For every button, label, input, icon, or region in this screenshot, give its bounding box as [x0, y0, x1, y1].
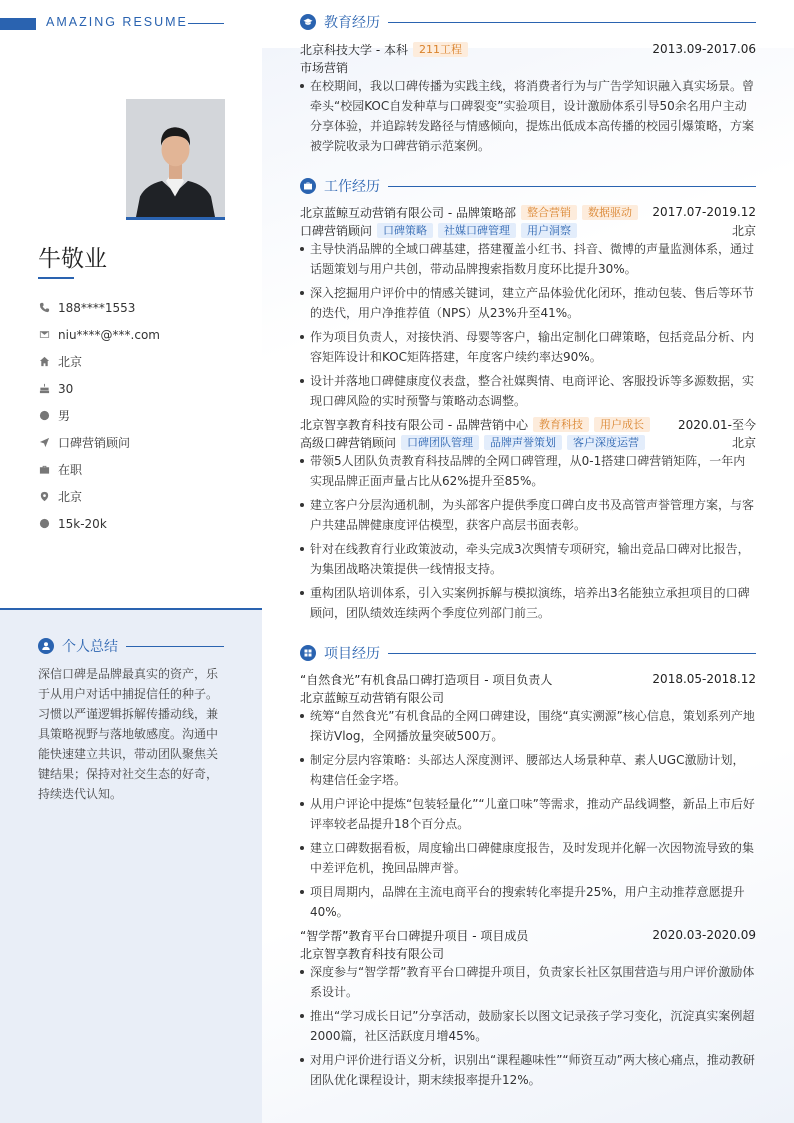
- list-item: 主导快消品牌的全域口碑基建，搭建覆盖小红书、抖音、微博的声量监测体系，通过话题策划与用户共创，带动品牌搜索指数月度环比提升30%。: [300, 239, 756, 279]
- brand-bar: [0, 18, 36, 30]
- job-2-role-tag: 客户深度运营: [567, 435, 645, 450]
- summary-text: 深信口碑是品牌最真实的资产，乐于从用户对话中捕捉信任的种子。习惯以严谨逻辑拆解传播动线，兼具策略视野与落地敏感度。沟通中能快速建立共识，带动团队聚焦关键结果；保持对社交生态的好奇，持续迭代认知。: [38, 667, 219, 801]
- info-item-home: [38, 348, 238, 375]
- job-2-role-tag: 品牌声誉策划: [484, 435, 562, 450]
- grid-icon: [300, 645, 316, 661]
- list-item: 对用户评价进行语义分析，识别出“课程趣味性”“师资互动”两大核心痛点，推动教研团队优化课程设计，期末续报率提升12%。: [300, 1050, 756, 1090]
- job-1-company-tag: 整合营销: [521, 205, 577, 220]
- contact-info-list: [38, 294, 238, 537]
- info-salary-text: 15k-20k: [58, 516, 107, 531]
- project-1-date: 2018.05-2018.12: [652, 672, 756, 686]
- cake-icon: [38, 383, 50, 395]
- list-item: 深度参与“智学帮”教育平台口碑提升项目，负责家长社区氛围营造与用户评价激励体系设计。: [300, 962, 756, 1002]
- summary-title: 个人总结: [62, 639, 118, 655]
- briefcase-icon: [38, 464, 50, 476]
- brand-title: AMAZING RESUME: [46, 15, 188, 29]
- list-item: 重构团队培训体系，引入实案例拆解与模拟演练，培养出3名能独立承担项目的口碑顾问，团队绩效连续两个季度位列部门前三。: [300, 583, 756, 623]
- project-2-company: 北京智享教育科技有限公司: [300, 946, 445, 961]
- mail-icon: [38, 329, 50, 341]
- gender-icon: [38, 410, 50, 422]
- info-age-text: 30: [58, 381, 74, 396]
- info-status-text: 在职: [58, 463, 83, 477]
- education-tag: 211工程: [413, 42, 468, 57]
- salary-icon: [38, 518, 50, 530]
- list-item: 深入挖掘用户评价中的情感关键词，建立产品体验优化闭环，推动包装、售后等环节的迭代，用户净推荐值（NPS）从23%升至41%。: [300, 283, 756, 323]
- education-title: 教育经历: [324, 15, 380, 31]
- info-gender-text: 男: [58, 409, 71, 423]
- project-2-name: “智学帮”教育平台口碑提升项目 - 项目成员: [300, 928, 529, 943]
- project-2-name-row: [300, 926, 756, 944]
- info-item-position: [38, 429, 238, 456]
- job-2-date: 2020.01-至今: [678, 417, 756, 432]
- job-1-bullets: [300, 239, 756, 415]
- info-item-salary: [38, 510, 238, 537]
- project-1-company: 北京蓝鲸互动营销有限公司: [300, 690, 445, 705]
- project-2-date: 2020.03-2020.09: [652, 928, 756, 942]
- project-1-bullets: [300, 706, 756, 926]
- sidebar: [0, 0, 262, 1123]
- education-date: 2013.09-2017.06: [652, 42, 756, 56]
- info-email-text: niu****@***.com: [58, 327, 160, 342]
- project-2-bullets: [300, 962, 756, 1094]
- home-icon: [38, 356, 50, 368]
- job-2-bullets: [300, 451, 756, 627]
- job-2-role-tag: 口碑团队管理: [401, 435, 479, 450]
- briefcase-icon: [300, 178, 316, 194]
- phone-icon: [38, 302, 50, 314]
- info-item-gender: [38, 402, 238, 429]
- work-title: 工作经历: [324, 179, 380, 195]
- info-item-status: [38, 456, 238, 483]
- list-item: 统筹“自然食光”有机食品的全网口碑建设，围绕“真实溯源”核心信息，策划系列产地探访Vlog，全网播放量突破500万。: [300, 706, 756, 746]
- brand-line: [188, 23, 224, 24]
- list-item: 从用户评论中提炼“包装轻量化”“儿童口味”等需求，推动产品线调整，新品上市后好评率较老品提升18个百分点。: [300, 794, 756, 834]
- project-1-company-row: [300, 688, 756, 706]
- list-item: 带领5人团队负责教育科技品牌的全网口碑管理，从0-1搭建口碑营销矩阵，一年内实现品牌正面声量占比从62%提升至85%。: [300, 451, 756, 491]
- projects-header: [300, 643, 756, 663]
- education-school-row: [300, 40, 756, 58]
- job-1-role-tag: 口碑策略: [377, 223, 433, 238]
- project-1-name-row: [300, 670, 756, 688]
- name-underline: [38, 277, 74, 279]
- job-1-role-tag: 社媒口碑管理: [438, 223, 516, 238]
- summary-header: [38, 636, 224, 656]
- job-1-role-tag: 用户洞察: [521, 223, 577, 238]
- list-item: 建立口碑数据看板，周度输出口碑健康度报告，及时发现并化解一次因物流导致的集中差评危机，挽回品牌声誉。: [300, 838, 756, 878]
- job-1-company: 北京蓝鲸互动营销有限公司 - 品牌策略部: [300, 205, 516, 220]
- list-item: 项目周期内，品牌在主流电商平台的搜索转化率提升25%，用户主动推荐意愿提升40%。: [300, 882, 756, 922]
- job-1-role: 口碑营销顾问: [300, 223, 373, 238]
- job-2-role-row: [300, 433, 756, 451]
- education-major: 市场营销: [300, 60, 349, 75]
- job-2-company-row: [300, 415, 756, 433]
- list-item: 在校期间，我以口碑传播为实践主线，将消费者行为与广告学知识融入真实场景。曾牵头“校园KOC自发种草与口碑裂变”实验项目，设计激励体系引导50余名用户主动分享体验，并追踪转发路径与情感倾向，提炼出低成本高传播的校园引爆策略，方案被学院收录为口碑营销示范案例。: [300, 76, 756, 156]
- location-icon: [38, 491, 50, 503]
- list-item: 制定分层内容策略：头部达人深度测评、腰部达人场景种草、素人UGC激励计划，构建信任金字塔。: [300, 750, 756, 790]
- project-1-name: “自然食光”有机食品口碑打造项目 - 项目负责人: [300, 672, 553, 687]
- info-item-email: [38, 321, 238, 348]
- job-2-city: 北京: [731, 435, 756, 450]
- education-school: 北京科技大学 - 本科: [300, 42, 408, 57]
- job-1-city: 北京: [731, 223, 756, 238]
- info-item-age: [38, 375, 238, 402]
- projects-title-line: [388, 653, 756, 654]
- send-icon: [38, 437, 50, 449]
- job-2-company: 北京智享教育科技有限公司 - 品牌营销中心: [300, 417, 528, 432]
- list-item: 设计并落地口碑健康度仪表盘，整合社媒舆情、电商评论、客服投诉等多源数据，实现口碑风险的实时预警与策略动态调整。: [300, 371, 756, 411]
- education-title-line: [388, 22, 756, 23]
- projects-title: 项目经历: [324, 646, 380, 662]
- education-major-row: [300, 58, 756, 76]
- user-icon: [38, 638, 54, 654]
- job-1-role-row: [300, 221, 756, 239]
- profile-name: 牛敬业: [38, 246, 107, 272]
- job-1-company-tag: 数据驱动: [582, 205, 638, 220]
- job-1-date: 2017.07-2019.12: [652, 205, 756, 219]
- list-item: 针对在线教育行业政策波动，牵头完成3次舆情专项研究，输出竞品口碑对比报告，为集团战略决策提供一线情报支持。: [300, 539, 756, 579]
- graduation-cap-icon: [300, 14, 316, 30]
- info-item-phone: [38, 294, 238, 321]
- work-header: [300, 176, 756, 196]
- work-title-line: [388, 186, 756, 187]
- job-2-role: 高级口碑营销顾问: [300, 435, 397, 450]
- list-item: 作为项目负责人，对接快消、母婴等客户，输出定制化口碑策略，包括竞品分析、内容矩阵设计和KOC矩阵搭建，年度客户续约率达90%。: [300, 327, 756, 367]
- job-2-company-tag: 教育科技: [533, 417, 589, 432]
- job-2-company-tag: 用户成长: [594, 417, 650, 432]
- info-home-text: 北京: [58, 355, 83, 369]
- education-header: [300, 12, 756, 32]
- profile-photo: [126, 99, 225, 220]
- summary-panel: [0, 608, 262, 1123]
- summary-title-line: [126, 646, 224, 647]
- list-item: 建立客户分层沟通机制，为头部客户提供季度口碑白皮书及高管声誉管理方案，与客户共建品牌健康度评估模型，获客户高层书面表彰。: [300, 495, 756, 535]
- project-2-company-row: [300, 944, 756, 962]
- info-item-location: [38, 483, 238, 510]
- info-phone-text: 188****1553: [58, 300, 136, 315]
- education-bullets: [300, 76, 756, 160]
- job-1-company-row: [300, 203, 756, 221]
- info-position-text: 口碑营销顾问: [58, 436, 131, 450]
- list-item: 推出“学习成长日记”分享活动，鼓励家长以图文记录孩子学习变化，沉淀真实案例超2000篇，社区活跃度月增45%。: [300, 1006, 756, 1046]
- info-location-text: 北京: [58, 490, 83, 504]
